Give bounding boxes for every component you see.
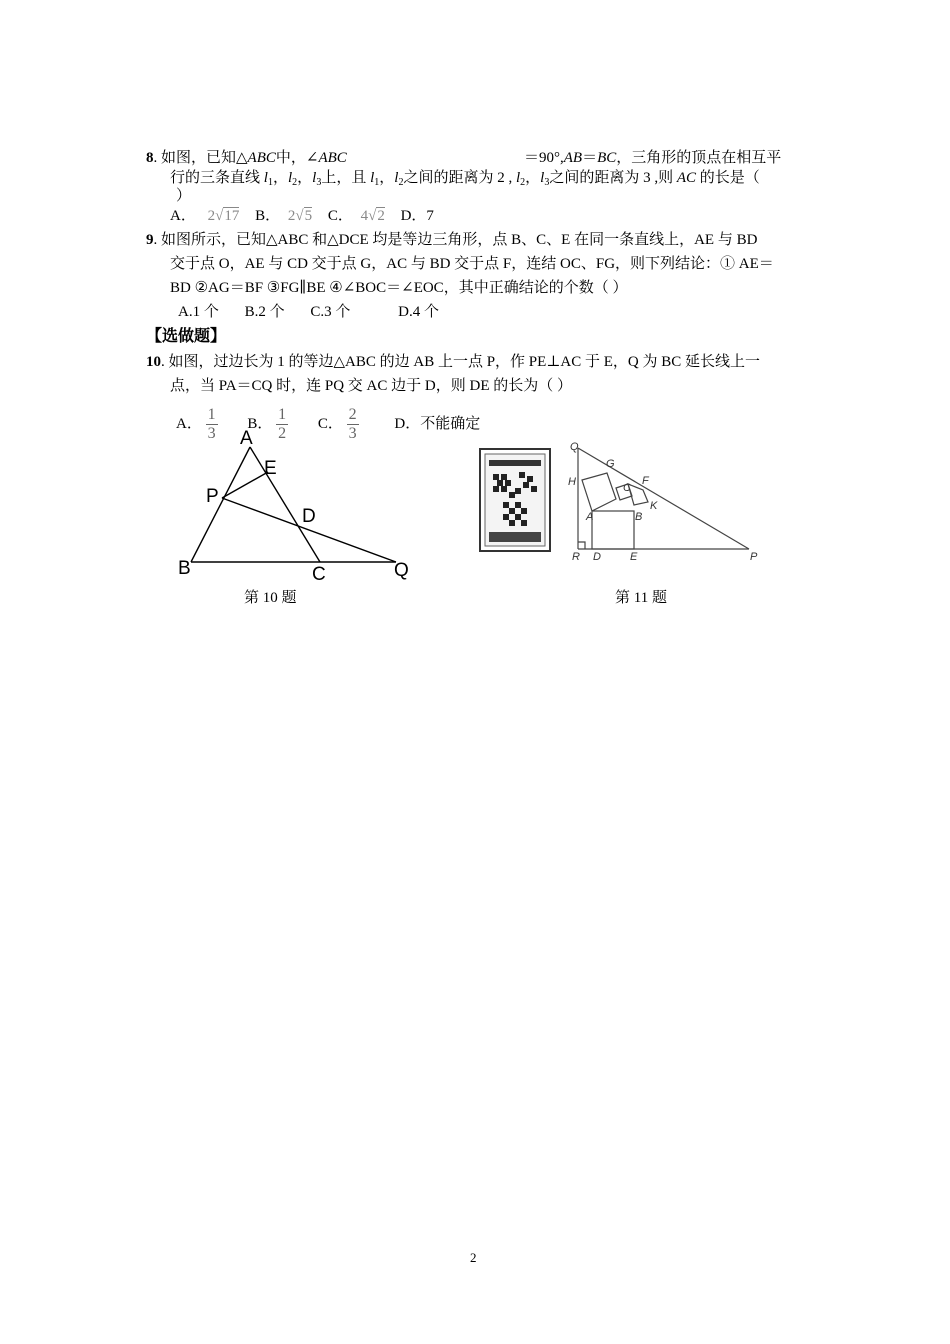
label-q: Q	[394, 560, 409, 581]
question-9-options	[178, 302, 439, 322]
label-b: B	[178, 558, 191, 579]
question-8-line-1	[146, 148, 347, 168]
q8-text: ，三角形的顶点在相互平	[616, 150, 782, 166]
q8-text: 行的三条直线	[170, 170, 264, 186]
q8-text: 的长是（	[696, 170, 760, 186]
option-b-value: 2√5	[287, 208, 313, 224]
label-a: A	[240, 428, 253, 449]
option-c-value: 4√2	[360, 208, 385, 224]
radicand: 5	[304, 208, 313, 224]
line-l: l	[394, 170, 399, 186]
label-q: Q	[570, 441, 579, 453]
q8-text: ＝90°,	[524, 150, 564, 166]
option-a-value: 2√17	[207, 208, 240, 224]
q8-text: 之间的距离为 2 ,	[403, 170, 516, 186]
option-d[interactable]: D．不能确定	[394, 416, 481, 432]
q8-text: 上，且	[321, 170, 371, 186]
label-b: B	[635, 511, 643, 523]
stamp-image	[479, 448, 551, 552]
option-a[interactable]: A.1 个	[178, 304, 219, 320]
line-l: l	[263, 170, 268, 186]
subscript: 2	[292, 177, 298, 188]
comma: ，	[525, 170, 541, 186]
subscript: 1	[374, 177, 380, 188]
q10-text: 如图，过边长为 1 的等边△ABC 的边 AB 上一点 P，作 PE⊥AC 于 E，Q 为 BC 延长线上一	[168, 354, 761, 370]
line-l: l	[287, 170, 293, 186]
line-l: l	[515, 170, 521, 186]
question-8-line-3: ）	[176, 188, 192, 204]
subscript: 2	[520, 177, 526, 188]
label-f: F	[642, 475, 649, 487]
label-c: C	[312, 564, 326, 585]
figure-11	[568, 438, 768, 568]
coefficient: 2	[287, 208, 296, 224]
question-number: 9	[146, 232, 154, 248]
question-number-dot: .	[153, 232, 158, 248]
denominator: 3	[207, 425, 216, 443]
question-9-line-1	[146, 230, 757, 250]
line-l: l	[540, 170, 545, 186]
q8-side-bc: BC	[597, 150, 617, 166]
question-9-line-3: BD ②AG＝BF ③FG∥BE ④∠BOC＝∠EOC，其中正确结论的个数（ ）	[170, 280, 628, 296]
question-number: 10	[146, 354, 161, 370]
line-l: l	[312, 170, 317, 186]
option-c-label: C．	[327, 208, 353, 224]
label-g: G	[606, 458, 615, 470]
figure-11-caption: 第 11 题	[615, 590, 667, 606]
q8-triangle-name: ABC	[247, 150, 276, 166]
comma: ，	[379, 170, 395, 186]
option-c[interactable]: C.3 个	[310, 304, 351, 320]
label-r: R	[572, 551, 580, 563]
option-d[interactable]: D.4 个	[398, 304, 439, 320]
label-p: P	[750, 551, 758, 563]
label-e: E	[264, 458, 277, 479]
denominator: 3	[348, 425, 357, 443]
question-9-line-2: 交于点 O，AE 与 CD 交于点 G，AC 与 BD 交于点 F，连结 OC、FG，则下列结论：① AE＝	[170, 256, 774, 272]
subscript: 3	[316, 177, 322, 188]
question-8-options	[170, 206, 434, 226]
q8-text: ＝	[582, 150, 598, 166]
segment-qp	[578, 448, 749, 549]
q8-text: 之间的距离为 3 ,则	[549, 170, 677, 186]
q8-text: 如图，已知△	[161, 150, 248, 166]
right-angle-mark	[578, 542, 585, 549]
question-10-line-1	[146, 352, 760, 372]
option-a[interactable]	[170, 208, 239, 224]
label-c: C	[623, 482, 631, 494]
option-c-label: C．	[317, 416, 343, 432]
question-number-dot: .	[153, 150, 158, 166]
radicand: 17	[224, 208, 240, 224]
numerator: 1	[207, 406, 216, 424]
option-a-label: A．	[170, 208, 196, 224]
segment-ac	[250, 447, 320, 562]
question-8-line-2	[170, 168, 760, 193]
square-abed	[592, 511, 634, 549]
figure-10	[170, 426, 420, 586]
label-p: P	[206, 486, 219, 507]
subscript: 1	[267, 177, 273, 188]
question-8-line-1b	[524, 148, 781, 168]
option-b-label: B．	[247, 416, 273, 432]
option-c[interactable]	[328, 208, 385, 224]
label-d: D	[593, 551, 601, 563]
question-number-dot: .	[161, 354, 165, 370]
q8-side-ab: AB	[563, 150, 583, 166]
subscript: 3	[544, 177, 550, 188]
q8-side-ac: AC	[676, 170, 696, 186]
comma: ，	[272, 170, 288, 186]
page-number: 2	[470, 1250, 477, 1265]
option-b-label: B．	[255, 208, 281, 224]
segment-pe	[222, 472, 268, 498]
coefficient: 2	[207, 208, 216, 224]
label-k: K	[650, 500, 658, 512]
question-number: 8	[146, 150, 154, 166]
option-d[interactable]: D．7	[400, 208, 434, 224]
section-heading: 【选做题】	[146, 328, 227, 345]
numerator: 2	[348, 406, 357, 424]
label-e: E	[630, 551, 638, 563]
coefficient: 4	[360, 208, 369, 224]
option-a-label: A．	[176, 416, 202, 432]
denominator: 2	[278, 425, 287, 443]
square-hgca	[582, 473, 616, 511]
label-d: D	[302, 506, 316, 527]
q8-angle-name: ABC	[318, 150, 347, 166]
question-10-line-2: 点，当 PA＝CQ 时，连 PQ 交 AC 边于 D，则 DE 的长为（ ）	[170, 378, 572, 394]
option-b[interactable]: B.2 个	[244, 304, 285, 320]
q8-text: 中，∠	[275, 150, 319, 166]
radicand: 2	[377, 208, 385, 224]
figure-10-caption: 第 10 题	[244, 590, 297, 606]
q9-text: 如图所示，已知△ABC 和△DCE 均是等边三角形，点 B、C、E 在同一条直线上，AE 与 BD	[161, 232, 758, 248]
subscript: 2	[398, 177, 404, 188]
numerator: 1	[278, 406, 287, 424]
comma: ，	[297, 170, 313, 186]
label-h: H	[568, 476, 576, 488]
option-b[interactable]	[255, 208, 312, 224]
line-l: l	[370, 170, 375, 186]
label-a: A	[586, 511, 594, 523]
